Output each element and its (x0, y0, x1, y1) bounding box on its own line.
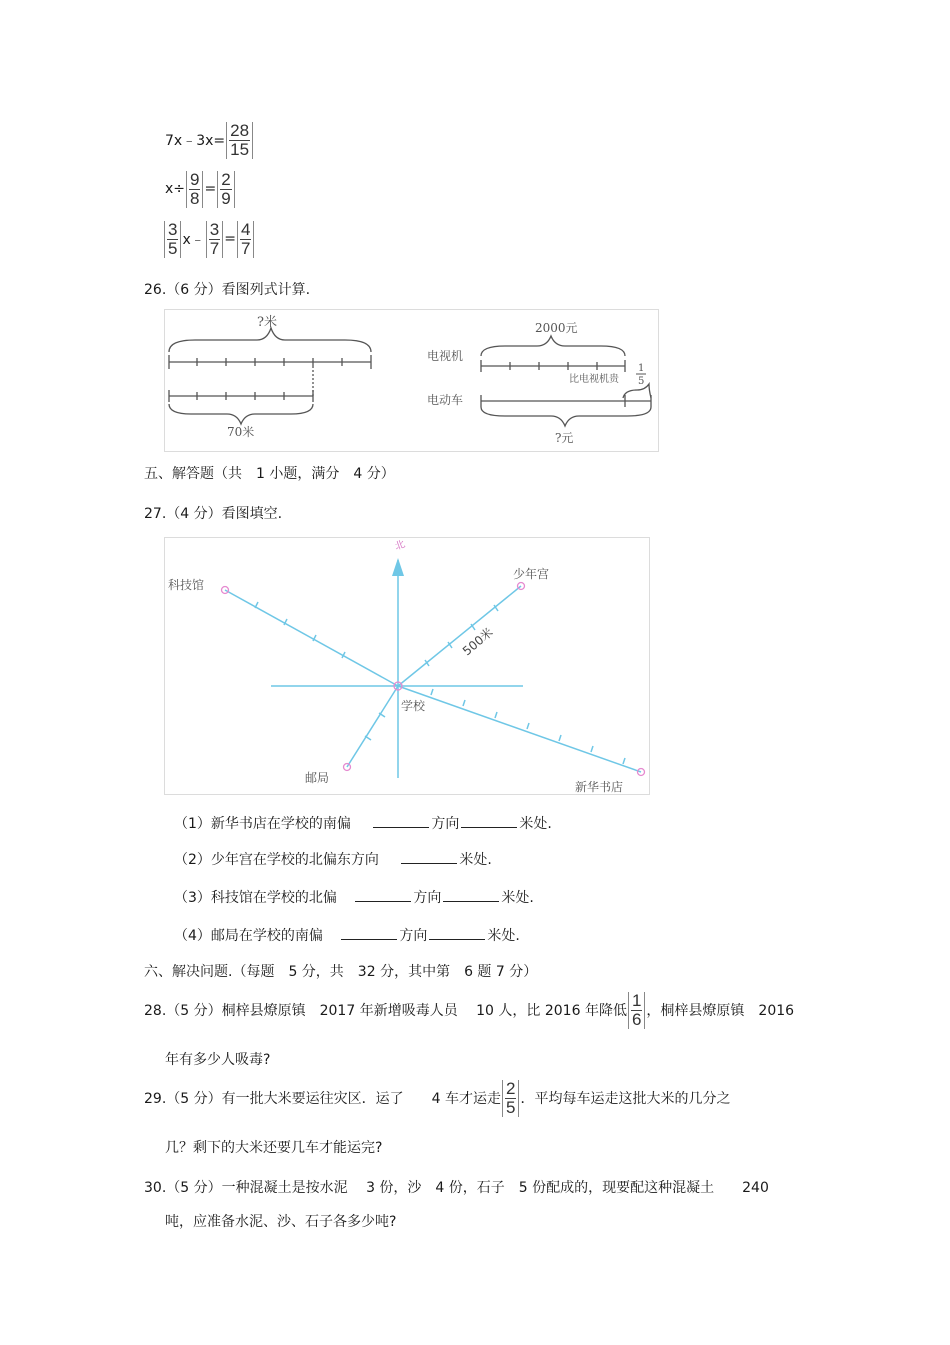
north-label: 北 (393, 538, 407, 553)
question-28-fraction (628, 992, 645, 1029)
question-28-line-1 (144, 992, 794, 1029)
question-29-line-2: 几？剩下的大米还要几车才能运完? (165, 1140, 383, 1156)
question-29-fraction (502, 1080, 519, 1117)
compare-fraction-denominator: 5 (638, 376, 645, 387)
q27-item-2 (174, 849, 492, 869)
question-29-text-b: ．平均每车运走这批大米的几分之 (520, 1091, 731, 1108)
equation-3-middle: x﹣ (182, 232, 205, 249)
school-label: 学校 (401, 699, 426, 713)
fraction-denominator: 15 (230, 139, 250, 159)
item-text: （4）邮局在学校的南偏 (174, 928, 323, 944)
shaoniangong-label: 少年宫 (513, 567, 550, 581)
fraction-denominator: 8 (190, 188, 200, 208)
item-distance-text: 米处. (459, 852, 492, 868)
equation-3-fraction-2 (206, 221, 223, 258)
fraction-numerator: 2 (221, 170, 231, 189)
fraction-denominator: 5 (168, 238, 178, 258)
question-26-title: 26.（6 分）看图列式计算. (144, 282, 311, 298)
equation-2-fraction-2 (217, 171, 234, 208)
left-part-label: 70米 (227, 425, 255, 439)
ebike-label: 电动车 (427, 393, 464, 407)
fraction-numerator: 3 (209, 220, 220, 239)
equation-2-prefix: x÷ (165, 181, 186, 198)
item-direction-text: 方向 (431, 816, 460, 832)
item-distance-text: 米处. (519, 816, 552, 832)
fraction-denominator: 9 (221, 188, 231, 208)
question-28-line-2: 年有多少人吸毒? (165, 1052, 271, 1068)
question-29-line-1 (144, 1080, 730, 1117)
answer-blank[interactable] (443, 887, 499, 902)
kejiguan-label: 科技馆 (168, 578, 205, 592)
question-30-line-2: 吨，应准备水泥、沙、石子各多少吨? (165, 1214, 397, 1230)
answer-blank[interactable] (461, 813, 517, 828)
item-distance-text: 米处. (487, 928, 520, 944)
tv-amount-label: 2000元 (535, 321, 578, 335)
item-text: （3）科技馆在学校的北偏 (174, 890, 337, 906)
section-6-title: 六、解决问题.（每题 5 分，共 32 分，其中第 6 题 7 分） (144, 964, 538, 980)
question-28-text-a: 28.（5 分）桐梓县燎原镇 2017 年新增吸毒人员 10 人，比 2016 年降低 (144, 1003, 627, 1020)
fraction-numerator: 2 (505, 1079, 516, 1098)
fraction-numerator: 4 (240, 220, 251, 239)
item-direction-text: 方向 (399, 928, 428, 944)
answer-blank[interactable] (341, 925, 397, 940)
section-5-title: 五、解答题（共 1 小题，满分 4 分） (144, 466, 395, 482)
question-27-map (164, 537, 650, 795)
q27-item-1 (174, 813, 552, 833)
equals-sign: = (224, 231, 236, 248)
distance-label: 500米 (459, 625, 496, 659)
item-text: （2）少年宫在学校的北偏东方向 (174, 852, 379, 868)
equation-3 (163, 221, 255, 258)
fraction-numerator: 9 (190, 170, 200, 189)
youju-label: 邮局 (305, 771, 330, 785)
compare-fraction-numerator: 1 (638, 363, 645, 374)
question-26-figure (164, 309, 659, 452)
fraction-denominator: 7 (240, 238, 251, 258)
fraction-numerator: 3 (168, 220, 178, 239)
left-total-label: ?米 (257, 315, 277, 330)
item-text: （1）新华书店在学校的南偏 (174, 816, 351, 832)
fraction-denominator: 5 (505, 1097, 516, 1117)
fraction-numerator: 1 (631, 991, 642, 1010)
question-28-text-b: ，桐梓县燎原镇 2016 (646, 1003, 795, 1020)
question-29-text-a: 29.（5 分）有一批大米要运往灾区．运了 4 车才运走 (144, 1091, 501, 1108)
item-direction-text: 方向 (413, 890, 442, 906)
equation-3-fraction-1 (164, 221, 181, 258)
answer-blank[interactable] (429, 925, 485, 940)
compare-text: 比电视机贵 (569, 374, 619, 385)
question-30-line-1: 30.（5 分）一种混凝土是按水泥 3 份，沙 4 份，石子 5 份配成的，现要配这种混凝土 240 (144, 1180, 769, 1196)
answer-blank[interactable] (373, 813, 429, 828)
equation-2 (165, 171, 236, 208)
ebike-amount-label: ?元 (555, 431, 574, 445)
equation-3-fraction-3 (237, 221, 254, 258)
equation-1-left: 7x﹣3x= (165, 133, 226, 150)
fraction-denominator: 6 (631, 1009, 642, 1029)
equation-1-fraction (226, 122, 253, 159)
tv-label: 电视机 (427, 349, 464, 363)
xinhua-label: 新华书店 (575, 780, 624, 794)
item-distance-text: 米处. (501, 890, 534, 906)
answer-blank[interactable] (401, 849, 457, 864)
question-27-title: 27.（4 分）看图填空. (144, 506, 283, 522)
fraction-denominator: 7 (209, 238, 220, 258)
fraction-numerator: 28 (230, 121, 250, 140)
equation-1 (165, 122, 254, 159)
equals-sign: = (204, 181, 217, 198)
q27-item-4 (174, 925, 520, 945)
answer-blank[interactable] (355, 887, 411, 902)
q27-item-3 (174, 887, 534, 907)
equation-2-fraction-1 (186, 171, 203, 208)
